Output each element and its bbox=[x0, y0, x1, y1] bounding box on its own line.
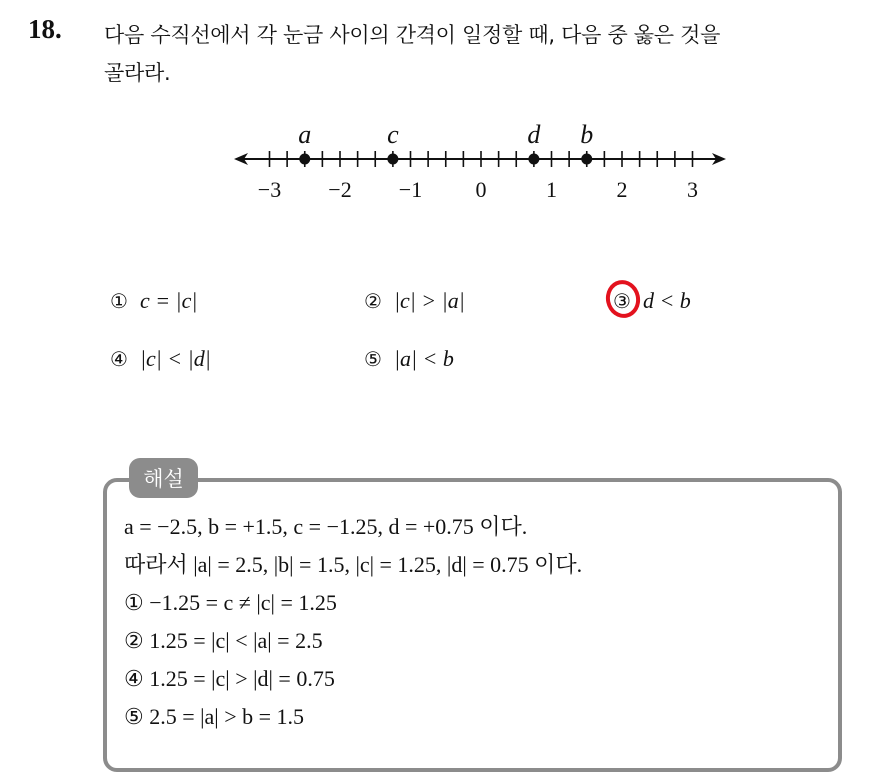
tick-label: 0 bbox=[475, 177, 487, 202]
choice-4[interactable] bbox=[110, 346, 211, 372]
question-number: 18. bbox=[28, 14, 62, 44]
solution-line: ① −1.25 = c ≠ |c| = 1.25 bbox=[124, 590, 337, 615]
choice-3-number: ③ bbox=[613, 289, 631, 313]
point-d bbox=[528, 154, 539, 165]
choice-4-expression: |c| < |d| bbox=[139, 346, 211, 371]
solution-line: ④ 1.25 = |c| > |d| = 0.75 bbox=[124, 666, 335, 691]
solution-body bbox=[124, 508, 834, 736]
choice-1-number: ① bbox=[110, 289, 128, 313]
choice-2-number: ② bbox=[364, 289, 382, 313]
tick-label: −2 bbox=[328, 177, 352, 202]
tick-label: 3 bbox=[687, 177, 698, 202]
choice-4-number: ④ bbox=[110, 347, 128, 371]
point-b bbox=[581, 154, 592, 165]
choice-1[interactable] bbox=[110, 288, 197, 314]
choice-1-expression: c = |c| bbox=[139, 288, 198, 313]
point-label-c: c bbox=[387, 120, 399, 149]
solution-line: ⑤ 2.5 = |a| > b = 1.5 bbox=[124, 704, 305, 729]
point-label-a: a bbox=[298, 120, 312, 149]
point-c bbox=[387, 154, 398, 165]
answer-mark-circle bbox=[602, 277, 643, 321]
tick-label: 2 bbox=[616, 177, 628, 202]
choice-5-expression: |a| < b bbox=[393, 346, 454, 371]
solution-line: 따라서 |a| = 2.5, |b| = 1.5, |c| = 1.25, |d| = 0.75 이다. bbox=[124, 552, 583, 577]
solution-tab: 해설 bbox=[129, 458, 198, 498]
choice-2[interactable] bbox=[364, 288, 465, 314]
tick-label: −3 bbox=[257, 177, 282, 202]
choice-5-number: ⑤ bbox=[364, 347, 382, 371]
choice-5[interactable] bbox=[364, 346, 454, 372]
choice-3-expression: d < b bbox=[642, 288, 691, 313]
solution-line: ② 1.25 = |c| < |a| = 2.5 bbox=[124, 628, 323, 653]
number-line bbox=[0, 0, 884, 260]
question-text: 다음 수직선에서 각 눈금 사이의 간격이 일정할 때, 다음 중 옳은 것을 골라라. bbox=[104, 23, 721, 85]
point-label-b: b bbox=[580, 120, 594, 149]
solution-line: a = −2.5, b = +1.5, c = −1.25, d = +0.75 이다. bbox=[124, 514, 528, 539]
point-label-d: d bbox=[527, 120, 541, 149]
tick-label: −1 bbox=[398, 177, 423, 202]
tick-label: 1 bbox=[546, 177, 557, 202]
point-a bbox=[299, 154, 310, 165]
choice-2-expression: |c| > |a| bbox=[393, 288, 465, 313]
